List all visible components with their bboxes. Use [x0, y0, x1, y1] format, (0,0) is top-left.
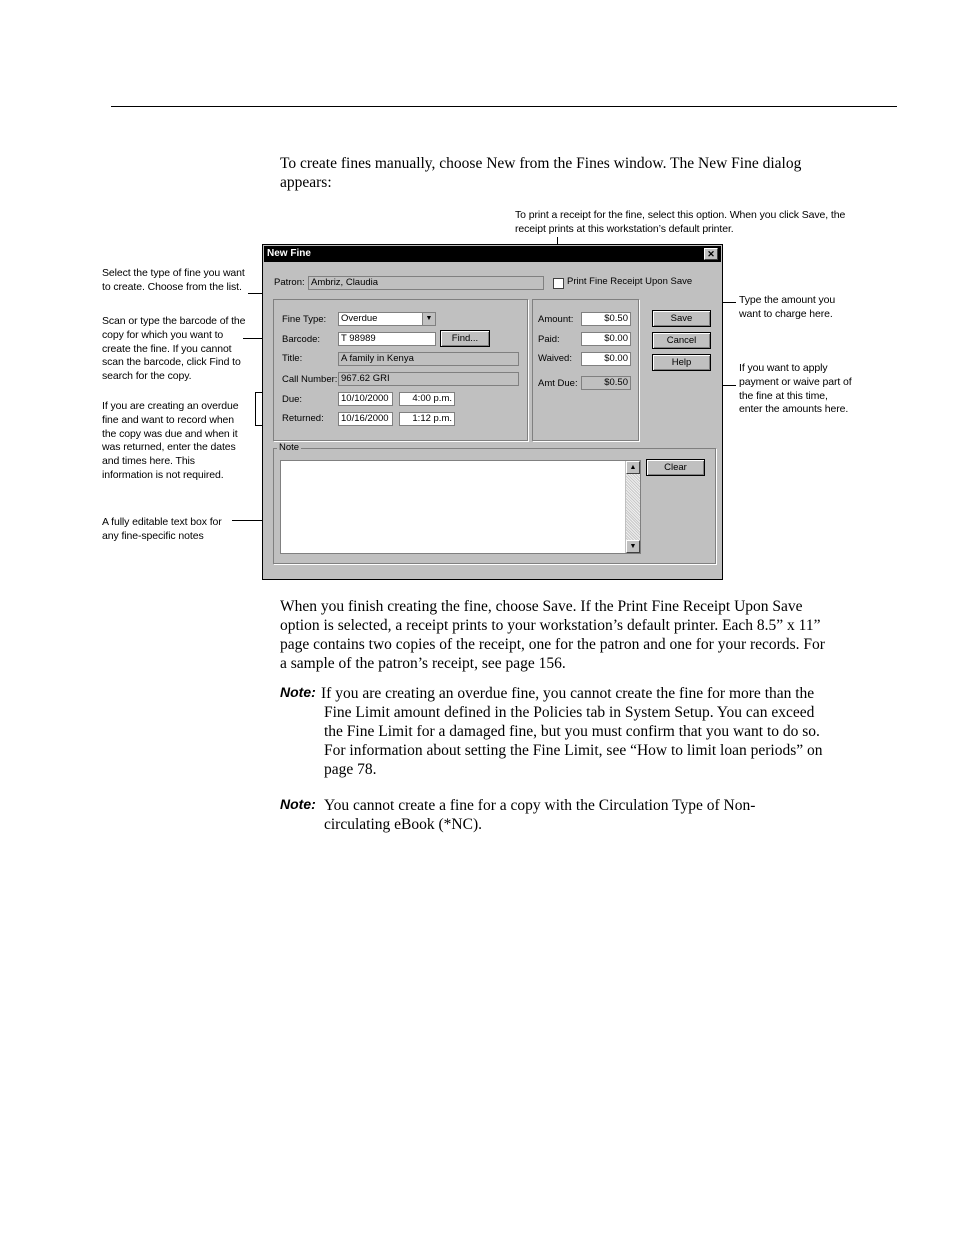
save-button[interactable]: Save — [652, 310, 711, 327]
note-2-text: You cannot create a fine for a copy with the Circulation Type of Non-circulating eBook (*NC). — [324, 797, 756, 833]
callout-overdue: If you are creating an overdue fine and want to record when the copy was due and when it was returned, enter the dates and times here. This information is not required. — [102, 400, 239, 481]
scroll-up-icon[interactable]: ▲ — [626, 461, 640, 474]
note-2-keyword: Note: — [280, 796, 316, 812]
callout-fine-type: Select the type of fine you want to create. Choose from the list. — [102, 267, 245, 293]
note-scrollbar[interactable] — [625, 461, 640, 553]
leader-overdue-v — [255, 392, 256, 425]
amount-input[interactable]: $0.50 — [581, 312, 631, 326]
help-button[interactable]: Help — [652, 354, 711, 371]
callout-note-box: A fully editable text box for any fine-specific notes — [102, 516, 222, 542]
fine-type-label: Fine Type: — [282, 314, 327, 325]
amt-due-field: $0.50 — [581, 376, 631, 390]
due-label: Due: — [282, 394, 303, 405]
note-label: Note — [279, 442, 300, 453]
waived-label: Waived: — [538, 353, 572, 364]
returned-label: Returned: — [282, 413, 324, 424]
barcode-label: Barcode: — [282, 334, 321, 345]
scroll-down-icon[interactable]: ▼ — [626, 540, 640, 553]
due-time-input[interactable]: 4:00 p.m. — [399, 392, 455, 406]
due-date-input[interactable]: 10/10/2000 — [338, 392, 393, 406]
returned-date-input[interactable]: 10/16/2000 — [338, 412, 393, 426]
barcode-input[interactable]: T 98989 — [338, 332, 436, 346]
patron-field: Ambriz, Claudia — [308, 276, 544, 290]
call-number-label: Call Number: — [282, 374, 338, 385]
dialog-titlebar — [264, 246, 721, 262]
waived-input[interactable]: $0.00 — [581, 352, 631, 366]
paid-label: Paid: — [538, 334, 560, 345]
amount-label: Amount: — [538, 314, 574, 325]
paid-input[interactable]: $0.00 — [581, 332, 631, 346]
intro-paragraph: To create fines manually, choose New from the Fines window. The New Fine dialog appears: — [280, 155, 802, 191]
clear-button[interactable]: Clear — [646, 459, 705, 476]
cancel-button[interactable]: Cancel — [652, 332, 711, 349]
callout-barcode: Scan or type the barcode of the copy for which you want to create the fine. If you cannot scan the barcode, click Find to search for the copy. — [102, 315, 246, 383]
returned-time-input[interactable]: 1:12 p.m. — [399, 412, 455, 426]
call-number-field: 967.62 GRI — [338, 372, 519, 386]
note-1-text: If you are creating an overdue fine, you cannot create the fine for more than the Fine Limit amount defined in the Policies tab in System Setup. You can exceed the Fine Limit for a damaged fine, but you must confirm that you want to do so. For information about setting the Fine Limit, see “How to limit loan periods” on page 78. — [321, 685, 823, 778]
note-1-keyword: Note: — [280, 684, 316, 700]
close-icon[interactable]: ✕ — [704, 248, 718, 260]
fine-type-value: Overdue — [341, 313, 378, 324]
title-field: A family in Kenya — [338, 352, 519, 366]
callout-payment: If you want to apply payment or waive part of the fine at this time, enter the amounts here. — [739, 362, 852, 416]
body-paragraph: When you finish creating the fine, choose Save. If the Print Fine Receipt Upon Save option is selected, a receipt prints to your workstation’s default printer. Each 8.5” x 11” page contains two copies of the receipt, one for the patron and one for your records. For a sample of the patron’s receipt, see page 156. — [280, 598, 825, 672]
dialog-title: New Fine — [267, 248, 311, 259]
callout-amount: Type the amount you want to charge here. — [739, 294, 836, 320]
header-rule — [111, 106, 897, 107]
print-receipt-checkbox[interactable] — [553, 278, 564, 289]
new-fine-dialog — [262, 244, 723, 580]
find-button[interactable]: Find... — [440, 330, 490, 347]
note-textarea[interactable] — [280, 460, 641, 554]
title-label: Title: — [282, 353, 303, 364]
amt-due-label: Amt Due: — [538, 378, 578, 389]
callout-receipt: To print a receipt for the fine, select this option. When you click Save, the receipt prints at this workstation’s default printer. — [515, 209, 846, 235]
chevron-down-icon[interactable]: ▼ — [422, 313, 435, 325]
print-receipt-label: Print Fine Receipt Upon Save — [567, 276, 693, 287]
patron-label: Patron: — [274, 277, 305, 288]
fine-type-select[interactable] — [338, 312, 436, 326]
